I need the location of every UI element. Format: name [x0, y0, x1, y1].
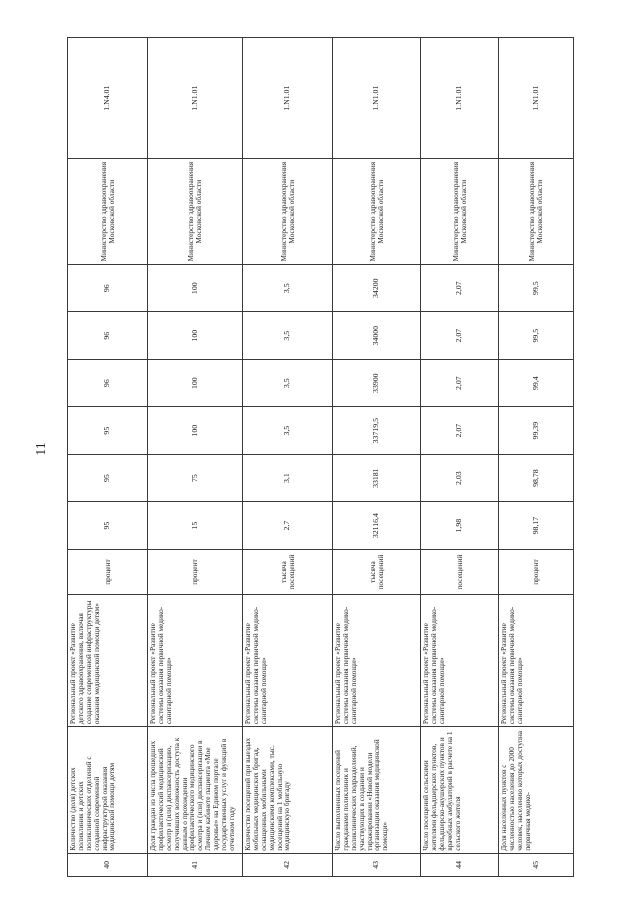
value-cell: 100 — [148, 312, 243, 359]
value-cell: 34000 — [333, 312, 421, 359]
value-cell: 98,78 — [499, 454, 574, 501]
value-cell: 2,03 — [421, 454, 499, 501]
page-number: 11 — [34, 442, 49, 456]
indicator-table-frame — [67, 37, 573, 877]
value-cell: 99,5 — [499, 312, 574, 359]
value-cell: 100 — [148, 359, 243, 406]
value-cell: 99,4 — [499, 359, 574, 406]
value-cell: 3,5 — [243, 312, 333, 359]
code-cell: 1.N1.01 — [421, 38, 499, 159]
unit-cell: тысяча посещений — [333, 549, 421, 594]
ministry-cell: Министерство здравоохранения Московской области — [68, 159, 148, 265]
value-cell: 95 — [68, 407, 148, 454]
value-cell: 100 — [148, 264, 243, 311]
project-cell: Региональный проект «Развитие системы оказания первичной медико-санитарной помощи» — [499, 595, 574, 727]
row-number-cell: 45 — [499, 853, 574, 876]
value-cell: 100 — [148, 407, 243, 454]
code-cell: 1.N1.01 — [499, 38, 574, 159]
project-cell: Региональный проект «Развитие системы оказания первичной медико-санитарной помощи» — [333, 595, 421, 727]
table-row — [421, 38, 499, 877]
project-cell: Региональный проект «Развитие системы оказания первичной медико-санитарной помощи» — [243, 595, 333, 727]
table-row — [499, 38, 574, 877]
project-cell: Региональный проект «Развитие системы оказания первичной медико-санитарной помощи» — [148, 595, 243, 727]
table-row — [148, 38, 243, 877]
unit-cell: процент — [499, 549, 574, 594]
code-cell: 1.N1.01 — [243, 38, 333, 159]
value-cell: 1,98 — [421, 502, 499, 549]
code-cell: 1.N4.01 — [68, 38, 148, 159]
value-cell: 75 — [148, 454, 243, 501]
project-cell: Региональный проект «Развитие детского здравоохранения, включая создание современной инфраструктуры оказания медицинской помощи детям» — [68, 595, 148, 727]
row-number-cell: 42 — [243, 853, 333, 876]
unit-cell: процент — [148, 549, 243, 594]
value-cell: 2,7 — [243, 502, 333, 549]
value-cell: 2,07 — [421, 359, 499, 406]
value-cell: 96 — [68, 359, 148, 406]
value-cell: 15 — [148, 502, 243, 549]
table-row — [68, 38, 148, 877]
value-cell: 96 — [68, 264, 148, 311]
indicator-cell: Доля населенных пунктов с численностью населения до 2000 человек, населению которых доступна первичная медико- — [499, 727, 574, 854]
value-cell: 3,5 — [243, 264, 333, 311]
row-number-cell: 41 — [148, 853, 243, 876]
indicator-cell: Число выполненных посещений гражданами поликлиник и поликлинических подразделений, участвующих в создании и тиражировании «Новой модели организации оказания медицинской помощи» — [333, 727, 421, 854]
value-cell: 33900 — [333, 359, 421, 406]
value-cell: 99,5 — [499, 264, 574, 311]
row-number-cell: 40 — [68, 853, 148, 876]
value-cell: 33181 — [333, 454, 421, 501]
indicator-cell: Доля граждан из числа прошедших профилактический медицинский осмотр и (или) диспансеризацию, получивших возможность доступа к данным о прохождении профилактического медицинского осмотра и (или) диспансеризации в Личном кабинете пациента «Мое здоровье» на Едином портале государственных услуг и функций в отчетном году — [148, 727, 243, 854]
value-cell: 2,07 — [421, 407, 499, 454]
row-number-cell: 44 — [421, 853, 499, 876]
value-cell: 99,39 — [499, 407, 574, 454]
ministry-cell: Министерство здравоохранения Московской области — [421, 159, 499, 265]
unit-cell: процент — [68, 549, 148, 594]
value-cell: 33719,5 — [333, 407, 421, 454]
indicator-cell: Количество посещений при выездах мобильных медицинских бригад, оснащенных мобильными медицинскими комплексами, тыс. посещений на 1 мобильную медицинскую бригаду — [243, 727, 333, 854]
value-cell: 3,1 — [243, 454, 333, 501]
table-row — [333, 38, 421, 877]
value-cell: 98,17 — [499, 502, 574, 549]
indicator-cell: Количество (доля) детских поликлиник и детских поликлинических отделений с созданной современной инфраструктурой оказания медицинской помощи детям — [68, 727, 148, 854]
value-cell: 32116,4 — [333, 502, 421, 549]
unit-cell: тысяча посещений — [243, 549, 333, 594]
value-cell: 2,07 — [421, 312, 499, 359]
project-cell: Региональный проект «Развитие системы оказания первичной медико-санитарной помощи» — [421, 595, 499, 727]
code-cell: 1.N1.01 — [148, 38, 243, 159]
row-number-cell: 43 — [333, 853, 421, 876]
value-cell: 34200 — [333, 264, 421, 311]
unit-cell: посещений — [421, 549, 499, 594]
indicator-cell: Число посещений сельскими жителями фельдшерских пунктов, фельдшерско-акушерских пунктов и врачебных амбулаторий в расчете на 1 сельского жителя — [421, 727, 499, 854]
value-cell: 2,07 — [421, 264, 499, 311]
code-cell: 1.N1.01 — [333, 38, 421, 159]
indicator-table — [67, 37, 574, 877]
value-cell: 96 — [68, 312, 148, 359]
ministry-cell: Министерство здравоохранения Московской области — [243, 159, 333, 265]
ministry-cell: Министерство здравоохранения Московской области — [148, 159, 243, 265]
value-cell: 3,5 — [243, 407, 333, 454]
value-cell: 95 — [68, 502, 148, 549]
ministry-cell: Министерство здравоохранения Московской области — [333, 159, 421, 265]
ministry-cell: Министерство здравоохранения Московской области — [499, 159, 574, 265]
value-cell: 95 — [68, 454, 148, 501]
table-row — [243, 38, 333, 877]
value-cell: 3,5 — [243, 359, 333, 406]
